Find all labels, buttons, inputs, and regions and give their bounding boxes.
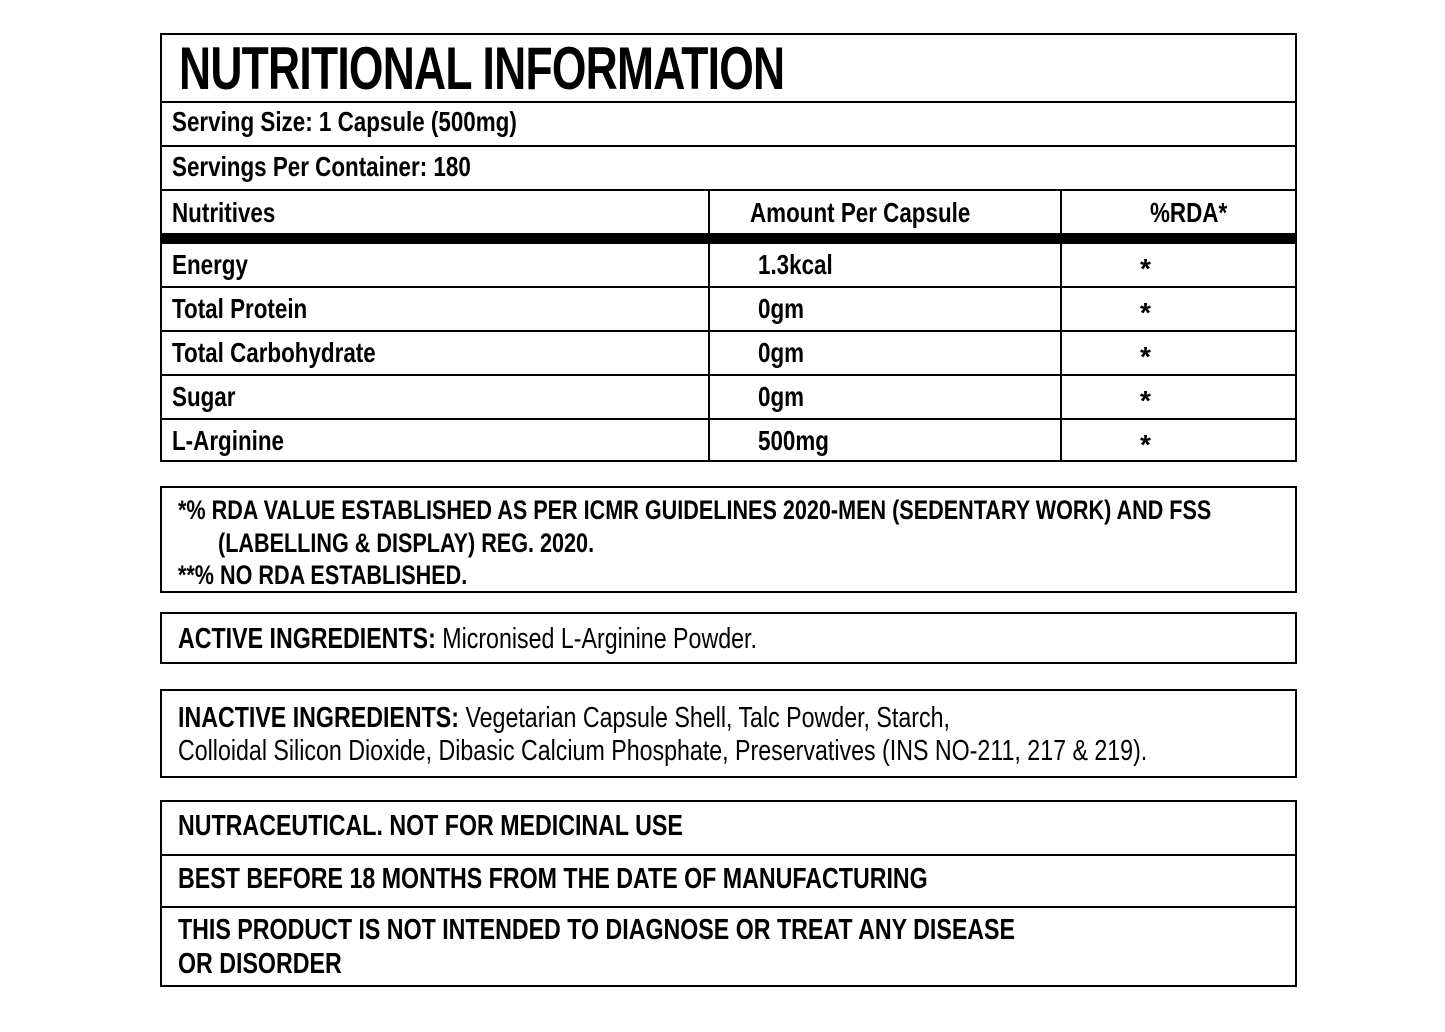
nutrient-rda: *: [1140, 341, 1151, 372]
inactive-ingredients-label: INACTIVE INGREDIENTS:: [178, 702, 459, 734]
table-header-row: [162, 189, 1295, 235]
inactive-ingredients-box: [160, 689, 1297, 778]
servings-per-container: Servings Per Container: 180: [172, 151, 471, 182]
nutrient-rda: *: [1140, 429, 1151, 460]
table-row: [162, 286, 1295, 332]
header-nutritives: Nutritives: [172, 197, 276, 228]
rda-footnote-box: [160, 486, 1297, 593]
warnings-box: [160, 800, 1297, 987]
serving-size-row: [162, 101, 1295, 147]
panel-title: NUTRITIONAL INFORMATION: [179, 35, 785, 102]
warning-text: NUTRACEUTICAL. NOT FOR MEDICINAL USE: [178, 810, 683, 842]
nutrient-rda: *: [1140, 385, 1151, 416]
nutrient-name: Total Protein: [172, 293, 308, 324]
warning-text: THIS PRODUCT IS NOT INTENDED TO DIAGNOSE OR TREAT ANY DISEASE: [178, 914, 1015, 946]
serving-size: Serving Size: 1 Capsule (500mg): [172, 106, 517, 137]
nutrient-amount: 0gm: [758, 381, 805, 412]
nutrient-rda: *: [1140, 253, 1151, 284]
warning-text: BEST BEFORE 18 MONTHS FROM THE DATE OF MANUFACTURING: [178, 863, 928, 895]
active-ingredients-box: [160, 612, 1297, 664]
table-row: [162, 374, 1295, 420]
table-row: [162, 242, 1295, 288]
inactive-ingredients-text: Vegetarian Capsule Shell, Talc Powder, Starch,: [465, 702, 950, 734]
nutrient-name: Sugar: [172, 381, 236, 412]
title-row: [162, 35, 1295, 103]
nutrition-facts-panel: [160, 33, 1297, 462]
nutrient-amount: 0gm: [758, 337, 805, 368]
header-rda: %RDA*: [1150, 197, 1228, 228]
inactive-ingredients-text-2: Colloidal Silicon Dioxide, Dibasic Calcium Phosphate, Preservatives (INS NO-211, 217 & 219).: [178, 735, 1148, 767]
nutrient-rda: *: [1140, 297, 1151, 328]
nutrient-amount: 0gm: [758, 293, 805, 324]
active-ingredients-label: ACTIVE INGREDIENTS:: [178, 623, 436, 655]
active-ingredients-line: [178, 624, 757, 654]
rda-note-line: (LABELLING & DISPLAY) REG. 2020.: [218, 528, 595, 558]
rda-note-line: *% RDA VALUE ESTABLISHED AS PER ICMR GUIDELINES 2020-MEN (SEDENTARY WORK) AND FSS: [178, 495, 1212, 525]
active-ingredients-text: Micronised L-Arginine Powder.: [442, 623, 757, 655]
no-rda-note: **% NO RDA ESTABLISHED.: [178, 560, 468, 590]
nutrient-name: L-Arginine: [172, 425, 284, 456]
table-row: [162, 330, 1295, 376]
nutrient-amount: 1.3kcal: [758, 249, 833, 280]
header-amount: Amount Per Capsule: [750, 197, 971, 228]
table-row: [162, 418, 1295, 462]
nutrient-amount: 500mg: [758, 425, 829, 456]
inactive-ingredients-line: [178, 703, 950, 733]
warning-row: [162, 802, 1295, 856]
warning-row: [162, 854, 1295, 908]
nutrient-name: Energy: [172, 249, 248, 280]
warning-row: [162, 906, 1295, 985]
warning-text: OR DISORDER: [178, 948, 342, 980]
nutrient-name: Total Carbohydrate: [172, 337, 376, 368]
servings-per-container-row: [162, 145, 1295, 191]
